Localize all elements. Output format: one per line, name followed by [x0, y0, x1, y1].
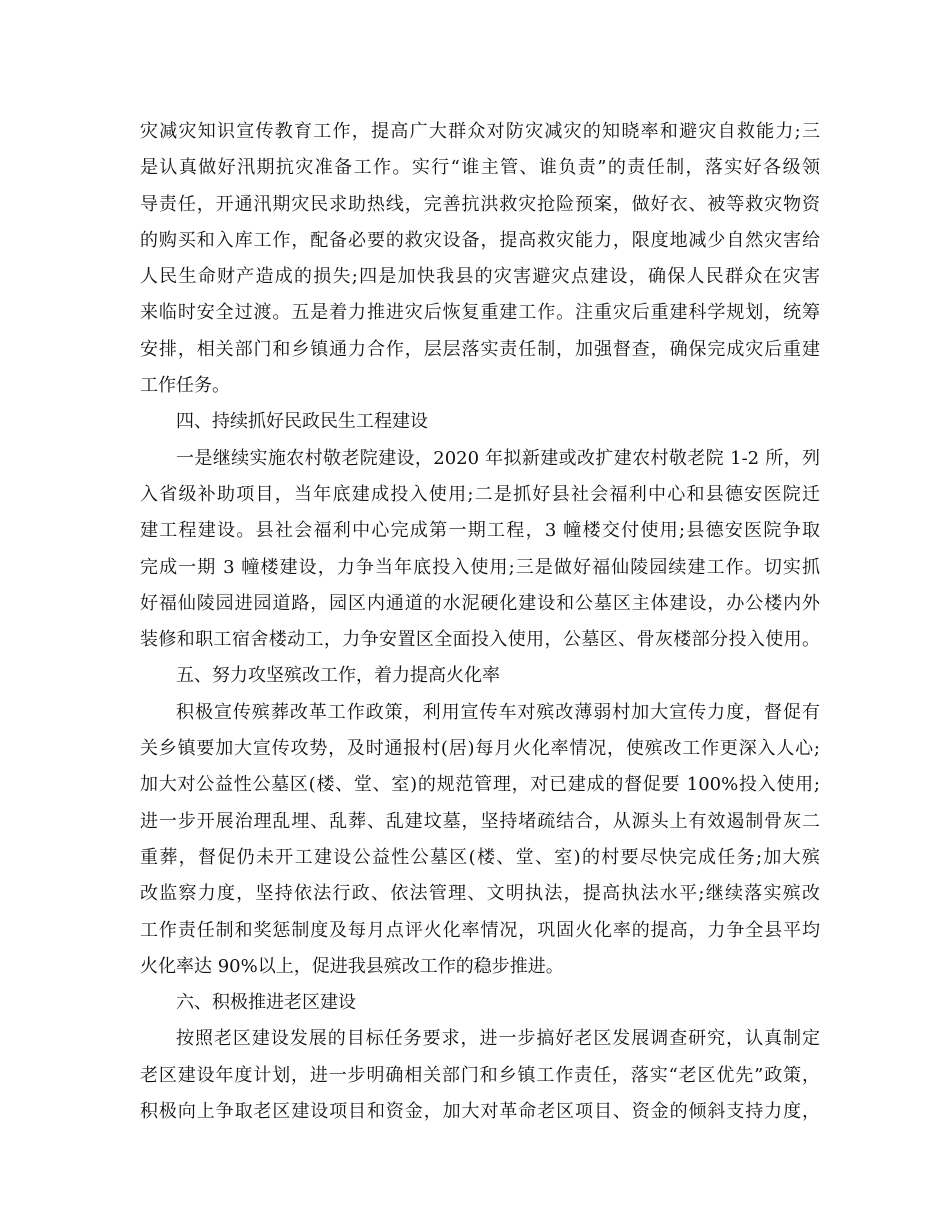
paragraph-line: 导责任，开通汛期灾民求助热线，完善抗洪救灾抢险预案，做好衣、被等救灾物资 [140, 193, 820, 215]
paragraph-line: 工作责任制和奖惩制度及每月点评火化率情况，巩固火化率的提高，力争全县平均 [140, 919, 820, 941]
paragraph-line: 的购买和入库工作，配备必要的救灾设备，提高救灾能力，限度地减少自然灾害给 [140, 229, 820, 251]
section-heading: 六、积极推进老区建设 [176, 992, 356, 1014]
paragraph-line: 灾减灾知识宣传教育工作，提高广大群众对防灾减灾的知晓率和避灾自救能力;三 [140, 121, 820, 142]
paragraph-line: 工作任务。 [140, 375, 230, 397]
paragraph-line: 装修和职工宿舍楼动工，力争安置区全面投入使用，公墓区、骨灰楼部分投入使用。 [140, 629, 820, 651]
section-heading: 四、持续抓好民政民生工程建设 [176, 411, 428, 433]
section-heading: 五、努力攻坚殡改工作，着力提高火化率 [176, 665, 500, 687]
paragraph-line: 老区建设年度计划，进一步明确相关部门和乡镇工作责任，落实“老区优先”政策， [140, 1064, 820, 1086]
paragraph-line: 积极宣传殡葬改革工作政策，利用宣传车对殡改薄弱村加大宣传力度，督促有 [176, 701, 820, 723]
paragraph-line: 入省级补助项目，当年底建成投入使用;二是抓好县社会福利中心和县德安医院迁 [140, 483, 820, 505]
document-page [140, 114, 820, 1130]
paragraph-line: 重葬，督促仍未开工建设公益性公墓区(楼、堂、室)的村要尽快完成任务;加大殡 [140, 846, 820, 868]
paragraph-line: 建工程建设。县社会福利中心完成第一期工程，3 幢楼交付使用;县德安医院争取 [140, 520, 820, 542]
paragraph-line: 完成一期 3 幢楼建设，力争当年底投入使用;三是做好福仙陵园续建工作。切实抓 [140, 556, 820, 578]
paragraph-line: 改监察力度，坚持依法行政、依法管理、文明执法，提高执法水平;继续落实殡改 [140, 883, 820, 905]
paragraph-line: 来临时安全过渡。五是着力推进灾后恢复重建工作。注重灾后重建科学规划，统筹 [140, 302, 820, 324]
paragraph-line: 积极向上争取老区建设项目和资金，加大对革命老区项目、资金的倾斜支持力度， [140, 1101, 820, 1123]
paragraph-line: 一是继续实施农村敬老院建设，2020 年拟新建或改扩建农村敬老院 1-2 所，列 [176, 447, 820, 469]
paragraph-line: 好福仙陵园进园道路，园区内通道的水泥硬化建设和公墓区主体建设，办公楼内外 [140, 592, 820, 614]
paragraph-line: 人民生命财产造成的损失;四是加快我县的灾害避灾点建设，确保人民群众在灾害 [140, 266, 820, 288]
paragraph-line: 进一步开展治理乱埋、乱葬、乱建坟墓，坚持堵疏结合，从源头上有效遏制骨灰二 [140, 810, 820, 832]
paragraph-line: 关乡镇要加大宣传攻势，及时通报村(居)每月火化率情况，使殡改工作更深入人心; [140, 738, 820, 760]
paragraph-line: 是认真做好汛期抗灾准备工作。实行“谁主管、谁负责”的责任制，落实好各级领 [140, 157, 820, 179]
paragraph-line: 加大对公益性公墓区(楼、堂、室)的规范管理，对已建成的督促要 100%投入使用; [140, 774, 820, 796]
paragraph-line: 按照老区建设发展的目标任务要求，进一步搞好老区发展调查研究，认真制定 [176, 1028, 820, 1050]
paragraph-line: 火化率达 90%以上，促进我县殡改工作的稳步推进。 [140, 955, 564, 977]
paragraph-line: 安排，相关部门和乡镇通力合作，层层落实责任制，加强督查，确保完成灾后重建 [140, 338, 820, 360]
